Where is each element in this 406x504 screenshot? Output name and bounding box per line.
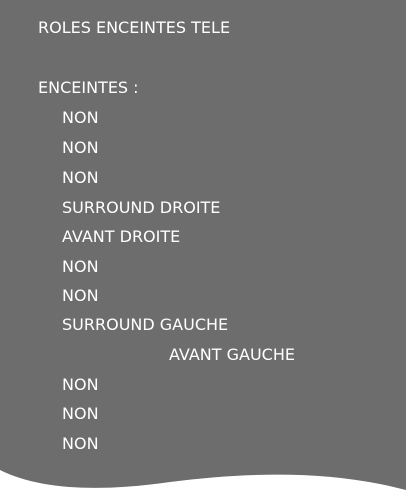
speakers-heading: ENCEINTES :	[38, 78, 139, 97]
menu-title: ROLES ENCEINTES TELE	[38, 18, 231, 37]
speaker-role-item[interactable]: NON	[62, 168, 99, 187]
speaker-role-item[interactable]: NON	[62, 138, 99, 157]
speaker-role-item[interactable]: SURROUND DROITE	[62, 198, 221, 217]
speaker-role-item[interactable]: AVANT DROITE	[62, 227, 181, 246]
speaker-role-item[interactable]: NON	[62, 108, 99, 127]
speaker-role-item[interactable]: NON	[62, 286, 99, 305]
speaker-role-item[interactable]: SURROUND GAUCHE	[62, 315, 229, 334]
speaker-role-item[interactable]: NON	[62, 404, 99, 423]
speaker-role-item[interactable]: NON	[62, 375, 99, 394]
speaker-role-item[interactable]: NON	[62, 434, 99, 453]
speaker-role-item[interactable]: NON	[62, 257, 99, 276]
speaker-role-item[interactable]: AVANT GAUCHE	[169, 345, 295, 364]
